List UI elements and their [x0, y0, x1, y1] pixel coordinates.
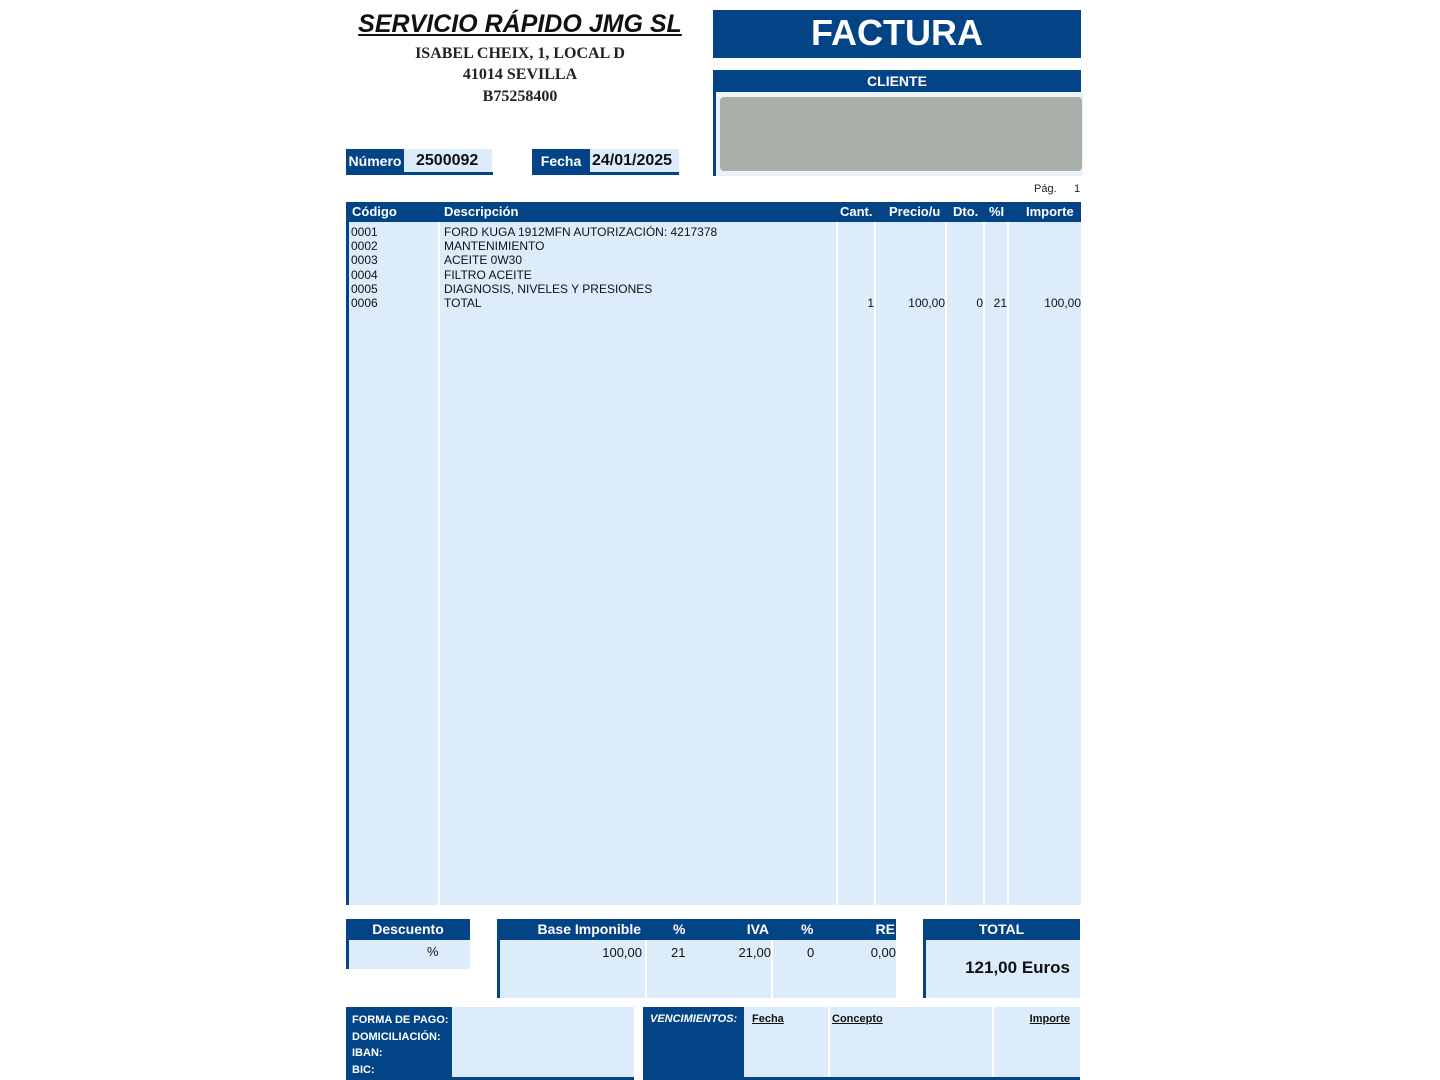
- direct-debit-label: DOMICILIACIÓN:: [352, 1030, 441, 1043]
- items-table-body: [346, 222, 1081, 905]
- discount-header: Descuento: [346, 919, 470, 940]
- col-code: [346, 222, 438, 905]
- invoice-date-label: Fecha: [532, 149, 590, 172]
- table-row-code: 0002: [351, 239, 378, 253]
- divider: [346, 172, 493, 175]
- discount-value: %: [427, 944, 439, 959]
- col-amount: [1009, 222, 1081, 905]
- invoice-number-value: 2500092: [404, 149, 492, 172]
- table-row-code: 0006: [351, 296, 378, 310]
- re-pct-value: 0: [773, 940, 823, 998]
- col-description: [440, 222, 836, 905]
- due-date-header: Fecha: [744, 1007, 828, 1077]
- table-row-description: DIAGNOSIS, NIVELES Y PRESIONES: [444, 282, 653, 296]
- client-info-redacted: [720, 97, 1082, 171]
- table-row-code: 0003: [351, 253, 378, 267]
- page-number: 1: [1074, 183, 1081, 195]
- table-left-border: [346, 222, 349, 905]
- payment-values: [452, 1007, 634, 1077]
- col-header-discount: Dto.: [953, 204, 979, 219]
- tax-summary-header: [497, 919, 896, 940]
- vat-pct-value: 21: [647, 940, 687, 998]
- invoice-number-label: Número: [346, 149, 404, 172]
- total-header: TOTAL: [923, 919, 1080, 940]
- page-label: Pág.: [1034, 183, 1057, 195]
- col-discount: [947, 222, 983, 905]
- invoice-date-value: 24/01/2025: [590, 149, 679, 172]
- base-header: Base Imponible: [537, 921, 641, 937]
- table-row-vat-pct: 21: [993, 296, 1007, 310]
- col-header-unit-price: Precio/u: [889, 204, 941, 219]
- company-address-line2: 41014 SEVILLA: [462, 66, 578, 83]
- table-row-description: FILTRO ACEITE: [444, 268, 532, 282]
- due-concept-header: Concepto: [830, 1007, 992, 1077]
- table-row-description: FORD KUGA 1912MFN AUTORIZACIÓN: 4217378: [444, 225, 718, 239]
- iban-label: IBAN:: [352, 1047, 383, 1059]
- col-header-qty: Cant.: [840, 204, 873, 219]
- table-row-description: MANTENIMIENTO: [444, 239, 545, 253]
- col-header-vat-pct: %I: [989, 204, 1005, 219]
- col-qty: [838, 222, 874, 905]
- table-row-code: 0005: [351, 282, 378, 296]
- table-row-qty: 1: [867, 296, 874, 310]
- due-amount-header: Importe: [994, 1007, 1080, 1077]
- payment-method-label: FORMA DE PAGO:: [352, 1014, 449, 1026]
- client-header: CLIENTE: [713, 70, 1081, 92]
- company-address-line1: ISABEL CHEIX, 1, LOCAL D: [415, 45, 625, 62]
- col-header-amount: Importe: [1026, 204, 1074, 219]
- table-row-unit-price: 100,00: [908, 296, 945, 310]
- divider: [532, 172, 679, 175]
- re-value: 0,00: [823, 940, 896, 998]
- bic-label: BIC:: [352, 1063, 375, 1076]
- base-value: 100,00: [500, 940, 645, 998]
- table-row-discount: 0: [976, 296, 983, 310]
- re-header: RE: [875, 921, 895, 937]
- payment-labels: [346, 1007, 452, 1080]
- table-row-amount: 100,00: [1044, 296, 1081, 310]
- tax-summary-body: [497, 940, 896, 998]
- re-pct-header: %: [801, 921, 814, 937]
- col-header-code: Código: [352, 204, 397, 219]
- col-unit-price: [876, 222, 945, 905]
- discount-body: [346, 940, 470, 969]
- due-dates-label: VENCIMIENTOS:: [643, 1007, 744, 1080]
- col-vat-pct: [985, 222, 1007, 905]
- vat-pct-header: %: [673, 921, 686, 937]
- company-name: SERVICIO RÁPIDO JMG SL: [358, 10, 682, 38]
- items-table-header: [346, 202, 1081, 222]
- total-value: 121,00 Euros: [923, 940, 1080, 998]
- col-header-description: Descripción: [444, 204, 519, 219]
- vat-value: 21,00: [687, 940, 771, 998]
- table-row-code: 0001: [351, 225, 378, 239]
- company-tax-id: B75258400: [482, 88, 558, 105]
- table-row-code: 0004: [351, 268, 378, 282]
- table-row-description: ACEITE 0W30: [444, 253, 523, 267]
- vat-header: IVA: [746, 921, 769, 937]
- document-title: FACTURA: [713, 10, 1081, 58]
- table-row-description: TOTAL: [444, 296, 482, 310]
